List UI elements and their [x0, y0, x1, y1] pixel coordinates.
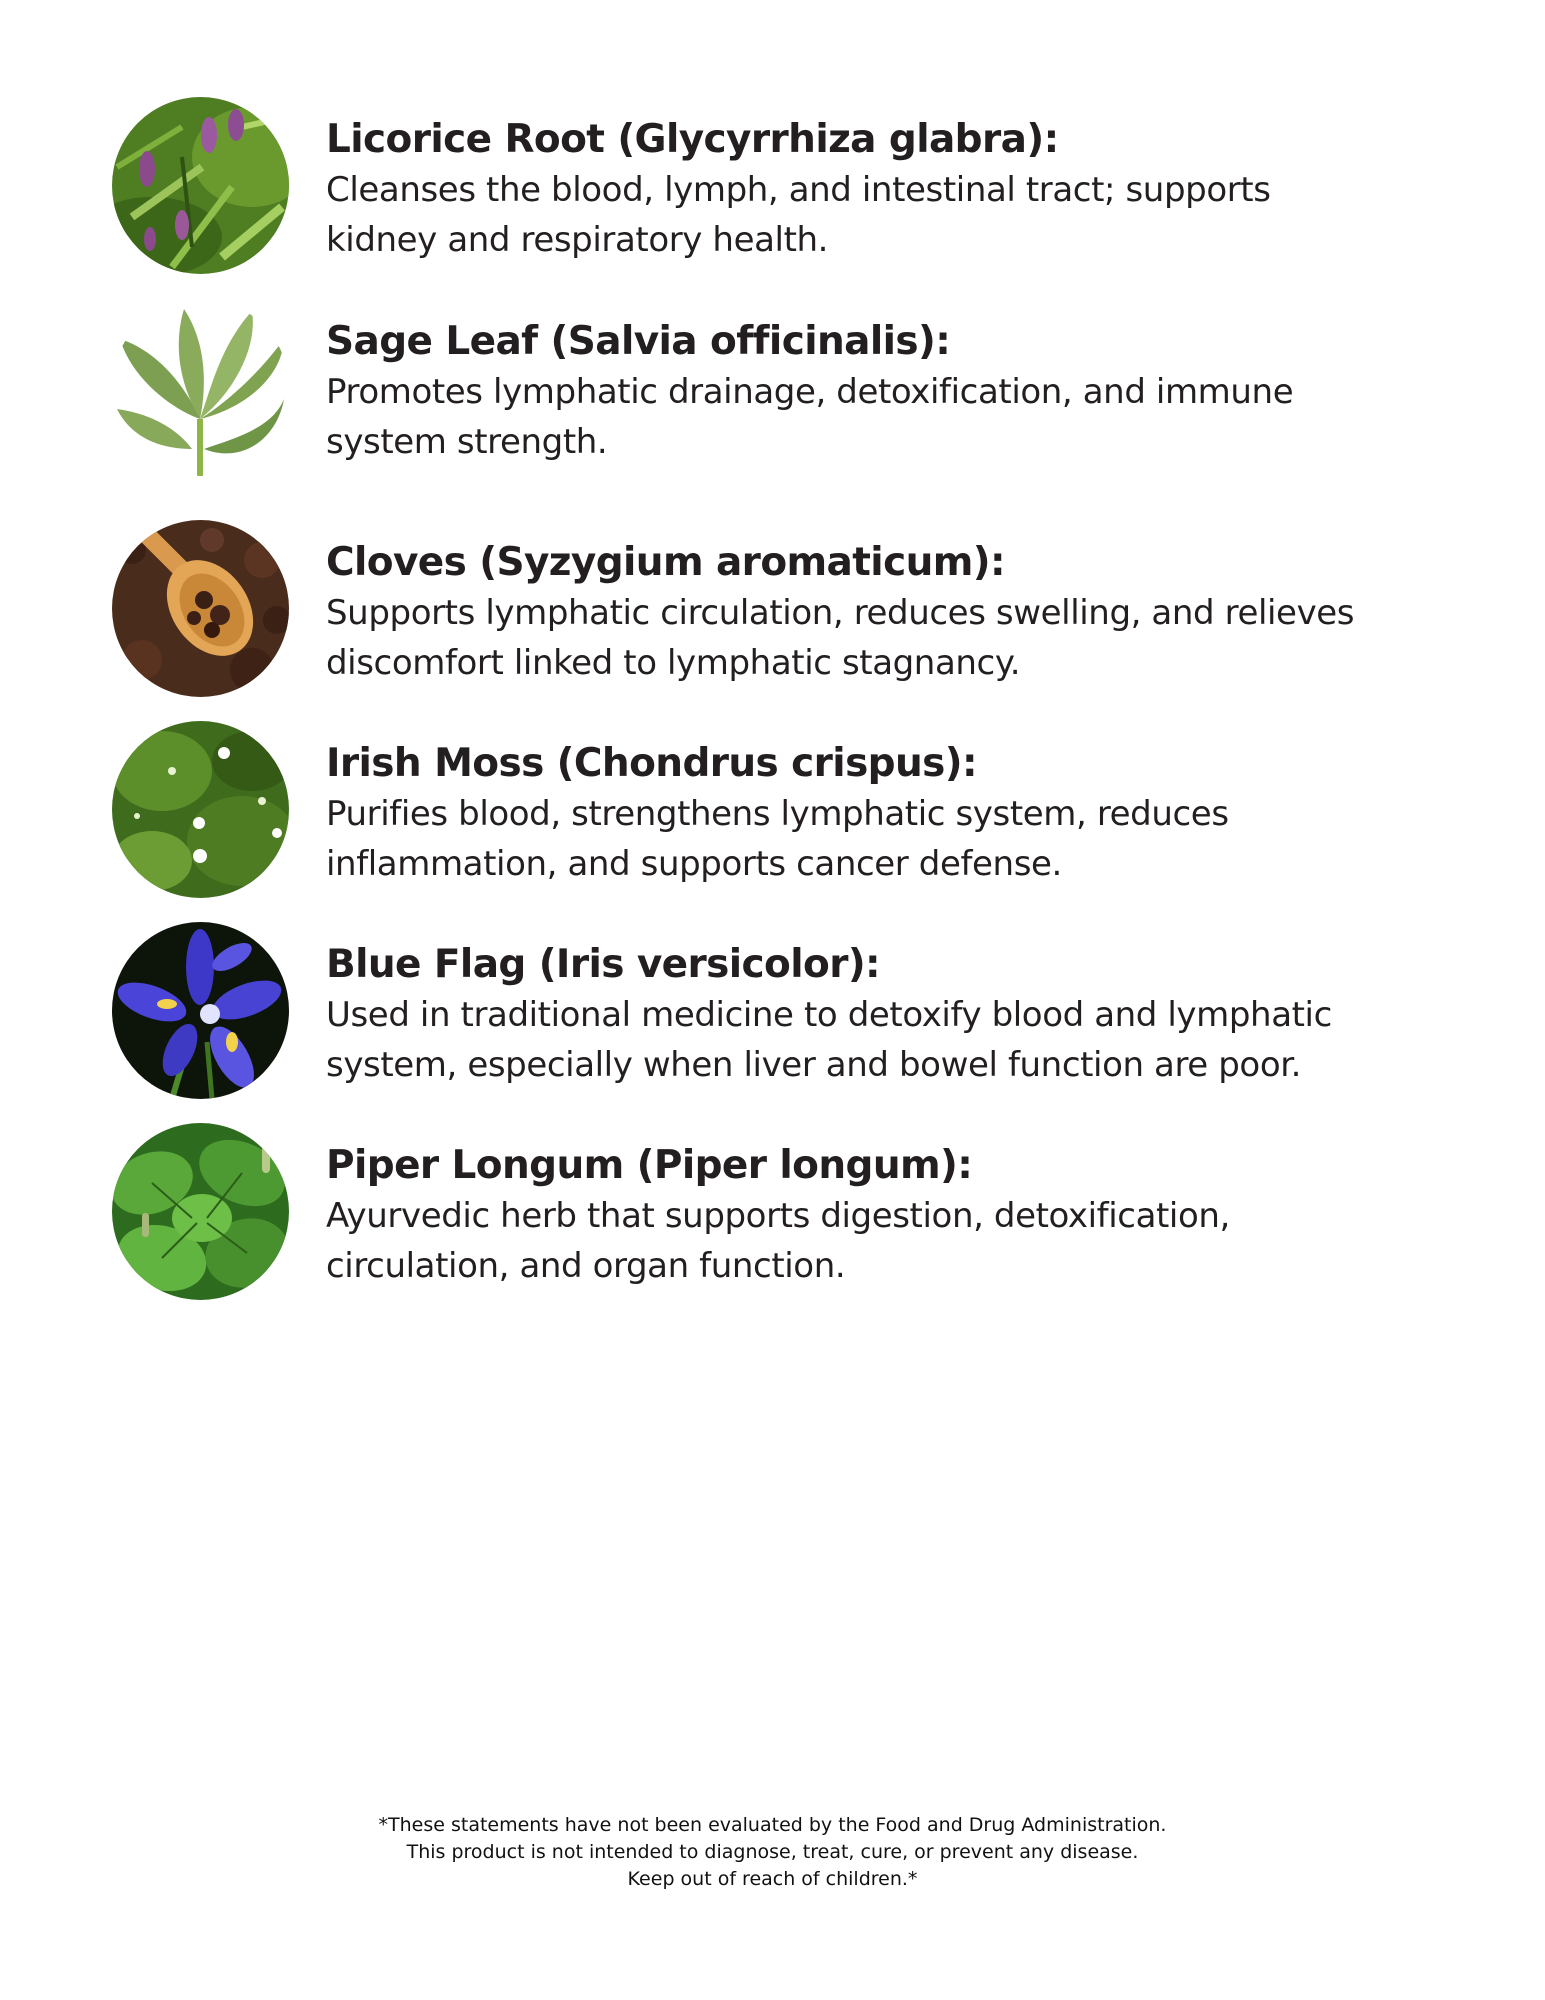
fda-disclaimer	[0, 1812, 1545, 1893]
herb-description-line: Promotes lymphatic drainage, detoxification, and immune	[326, 372, 1294, 412]
disclaimer-line: Keep out of reach of children.*	[627, 1868, 918, 1890]
herb-description-line: inflammation, and supports cancer defense.	[326, 844, 1062, 884]
herb-description-line: kidney and respiratory health.	[326, 220, 829, 260]
herb-description-line: discomfort linked to lymphatic stagnancy.	[326, 643, 1021, 683]
herb-name: Irish Moss (Chondrus crispus):	[326, 741, 977, 786]
herb-name: Licorice Root (Glycyrrhiza glabra):	[326, 117, 1059, 162]
herb-description-line: Used in traditional medicine to detoxify blood and lymphatic	[326, 995, 1332, 1035]
herb-name: Cloves (Syzygium aromaticum):	[326, 540, 1006, 585]
licorice-flower-photo	[112, 97, 289, 274]
herb-description-line: circulation, and organ function.	[326, 1246, 846, 1286]
herb-description-line: Cleanses the blood, lymph, and intestinal tract; supports	[326, 170, 1271, 210]
herb-entry-cloves	[112, 520, 1452, 700]
herb-description-line: Ayurvedic herb that supports digestion, detoxification,	[326, 1196, 1230, 1236]
sage-leaves-photo	[112, 299, 289, 476]
herb-description-line: Supports lymphatic circulation, reduces swelling, and relieves	[326, 593, 1355, 633]
herb-entry-licorice-root	[112, 97, 1452, 277]
herb-description-line: Purifies blood, strengthens lymphatic system, reduces	[326, 794, 1229, 834]
piper-longum-photo	[112, 1123, 289, 1300]
herb-description-line: system strength.	[326, 422, 608, 462]
herb-description-line: system, especially when liver and bowel function are poor.	[326, 1045, 1302, 1085]
irish-moss-photo	[112, 721, 289, 898]
herb-name: Sage Leaf (Salvia officinalis):	[326, 319, 951, 364]
cloves-spoon-photo	[112, 520, 289, 697]
herb-name: Piper Longum (Piper longum):	[326, 1143, 973, 1188]
herb-name: Blue Flag (Iris versicolor):	[326, 942, 881, 987]
blue-iris-photo	[112, 922, 289, 1099]
disclaimer-line: This product is not intended to diagnose, treat, cure, or prevent any disease.	[406, 1841, 1139, 1863]
disclaimer-line: *These statements have not been evaluated by the Food and Drug Administration.	[378, 1814, 1167, 1836]
herb-entry-piper-longum	[112, 1123, 1452, 1303]
herb-entry-sage-leaf	[112, 299, 1452, 479]
herb-entry-blue-flag	[112, 922, 1452, 1102]
herb-entry-irish-moss	[112, 721, 1452, 901]
